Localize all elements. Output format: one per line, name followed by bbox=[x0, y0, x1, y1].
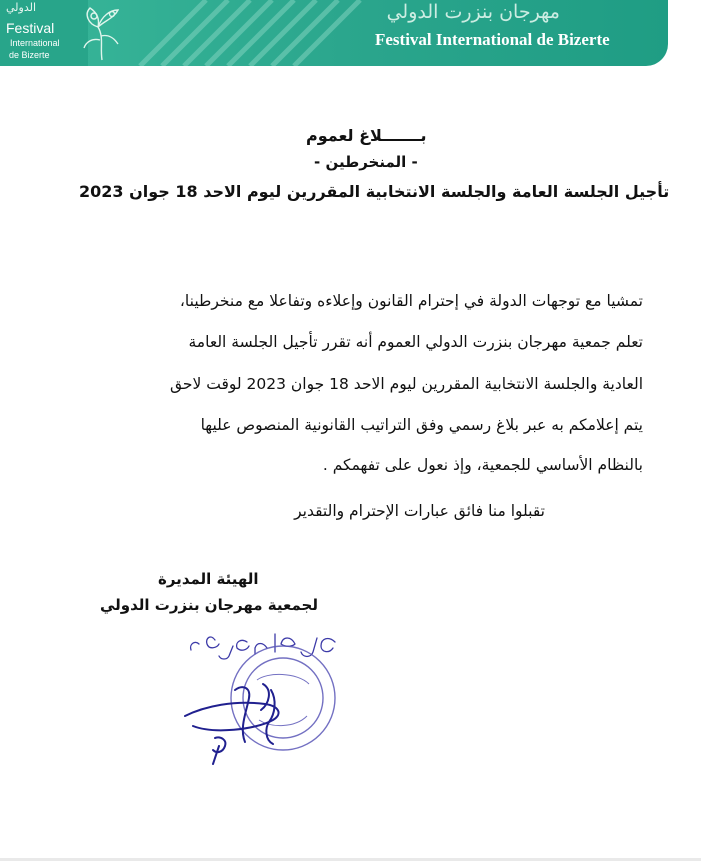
body-line: يتم إعلامكم به عبر بلاغ رسمي وفق التراتيب القانونية المنصوص عليها bbox=[200, 416, 643, 434]
festival-french-name: Festival International de Bizerte bbox=[375, 30, 610, 49]
closing-line: تقبلوا منا فائق عبارات الإحترام والتقدير bbox=[294, 502, 545, 520]
communique-title: بـــــــلاغ لعموم bbox=[306, 126, 427, 145]
decorative-stripes bbox=[120, 0, 380, 66]
body-line: تمشيا مع توجهات الدولة في إحترام القانون وإعلاءه وتفاعلا مع منخرطينا، bbox=[179, 292, 643, 310]
body-line: تعلم جمعية مهرجان بنزرت الدولي العموم أنه تقرر تأجيل الجلسة العامة bbox=[188, 333, 643, 351]
signatory-organization: لجمعية مهرجان بنزرت الدولي bbox=[100, 596, 318, 614]
logo-international-text: International bbox=[10, 38, 60, 48]
signatory-title: الهيئة المديرة bbox=[158, 570, 259, 588]
communique-heading: تأجيل الجلسة العامة والجلسة الانتخابية المقررين ليوم الاحد 18 جوان 2023 bbox=[79, 182, 670, 201]
body-line: بالنظام الأساسي للجمعية، وإذ نعول على تفهمكم . bbox=[322, 456, 643, 474]
festival-arabic-name: مهرجان بنزرت الدولي bbox=[386, 1, 560, 23]
logo-bizerte-text: de Bizerte bbox=[9, 50, 50, 60]
signature-stamp bbox=[175, 620, 365, 770]
body-line: العادية والجلسة الانتخابية المقررين ليوم الاحد 18 جوان 2023 لوقت لاحق bbox=[169, 375, 643, 393]
logo-festival-text: Festival bbox=[6, 20, 55, 36]
header-banner bbox=[0, 0, 668, 66]
communique-subtitle: - المنخرطين - bbox=[314, 153, 418, 171]
logo-arabic-text: الدولي bbox=[6, 1, 37, 14]
